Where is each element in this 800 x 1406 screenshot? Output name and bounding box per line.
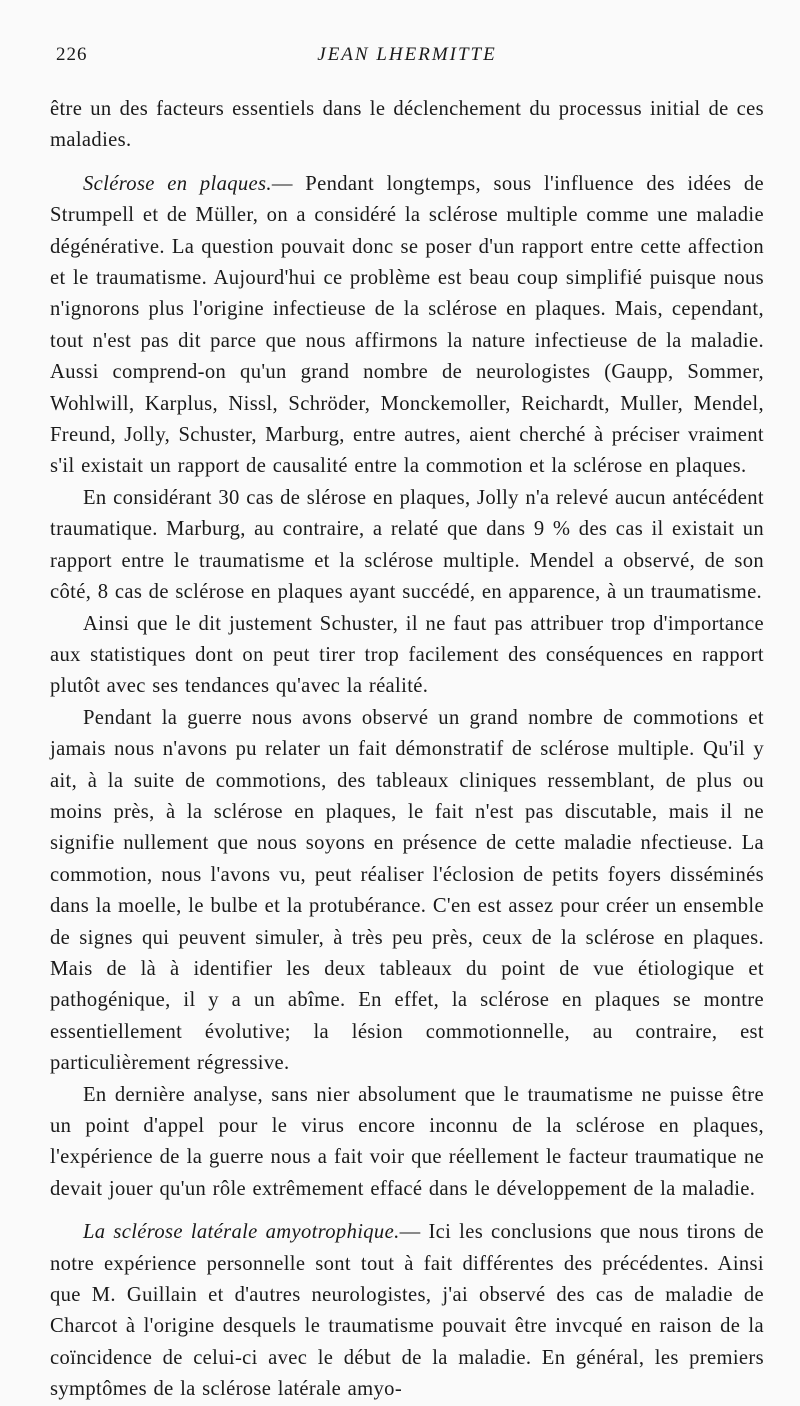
paragraph: En considérant 30 cas de slérose en plaques, Jolly n'a relevé aucun antécédent traumatique. Marburg, au contraire, a relaté que dans 9 % des cas il existait un rapport entre le traumatisme et la sclérose multiple. Mendel a observé, de son côté, 8 cas de sclérose en plaques ayant succédé, en apparence, à un traumatisme. xyxy=(50,486,764,604)
paragraph: La sclérose latérale amyotrophique.— Ici les conclusions que nous tirons de notre expérience personnelle sont tout à fait différentes des précédentes. Ainsi que M. Guillain et d'autres neurologistes, j'ai observé des cas de maladie de Charcot à l'origine desquels le traumatisme pouvait être invcqué en raison de la coïncidence de celui-ci avec le début de la maladie. En général, les premiers symptômes de la sclérose latérale amyo- xyxy=(50,1221,765,1401)
running-title: JEAN LHERMITTE xyxy=(317,44,497,65)
paragraph: Pendant la guerre nous avons observé un grand nombre de commotions et jamais nous n'avons pu relater un fait démonstratif de sclérose multiple. Qu'il y ait, à la suite de commotions, des tableaux cliniques ressemblant, de plus ou moins près, à la sclérose en plaques, le fait n'est pas discutable, mais il ne signifie nullement que nous soyons en présence de cette maladie nfectieuse. La commotion, nous l'avons vu, peut réaliser l'éclosion de petits foyers disséminés dans la moelle, le bulbe et la protubérance. C'en est assez pour créer un ensemble de signes qui peuvent simuler, à très peu près, ceux de la sclérose en plaques. Mais de là à identifier les deux tableaux du point de vue étiologique et pathogénique, il y a un abîme. En effet, la sclérose en plaques se montre essentiellement évolutive; la lésion commotionnelle, au contraire, est particulièrement régressive. xyxy=(50,706,764,1075)
page-body xyxy=(50,94,764,1406)
paragraph: Sclérose en plaques.— Pendant longtemps, sous l'influence des idées de Strumpell et de Müller, on a considéré la sclérose multiple comme une maladie dégénérative. La question pouvait donc se poser d'un rapport entre cette affection et le traumatisme. Aujourd'hui ce problème est beau coup simplifié puisque nous n'ignorons plus l'origine infectieuse de la sclérose en plaques. Mais, cependant, tout n'est pas dit parce que nous affirmons la nature infectieuse de la maladie. Aussi comprend-on qu'un grand nombre de neurologistes (Gaupp, Sommer, Wohlwill, Karplus, Nissl, Schröder, Monckemoller, Reichardt, Muller, Mendel, Freund, Jolly, Schuster, Marburg, entre autres, aient cherché à préciser vraiment s'il existait un rapport de causalité entre la commotion et la sclérose en plaques. xyxy=(50,172,764,478)
section-heading: La sclérose latérale amyotrophique. xyxy=(83,1221,400,1244)
paragraph: En dernière analyse, sans nier absolument que le traumatisme ne puisse être un point d'appel pour le virus encore inconnu de la sclérose en plaques, l'expérience de la guerre nous a fait voir que réellement le facteur traumatique ne devait jouer qu'un rôle extrêmement effacé dans le développement de la maladie. xyxy=(50,1083,764,1200)
page-number: 226 xyxy=(56,44,88,65)
page-header xyxy=(50,22,764,65)
paragraph: Ainsi que le dit justement Schuster, il ne faut pas attribuer trop d'importance aux statistiques dont on peut tirer trop facilement des conséquences en rapport plutôt avec ses tendances qu'avec la réalité. xyxy=(50,612,764,698)
paragraph: être un des facteurs essentiels dans le déclenchement du processus initial de ces maladies. xyxy=(50,98,764,152)
section-heading: Sclérose en plaques. xyxy=(83,172,272,195)
